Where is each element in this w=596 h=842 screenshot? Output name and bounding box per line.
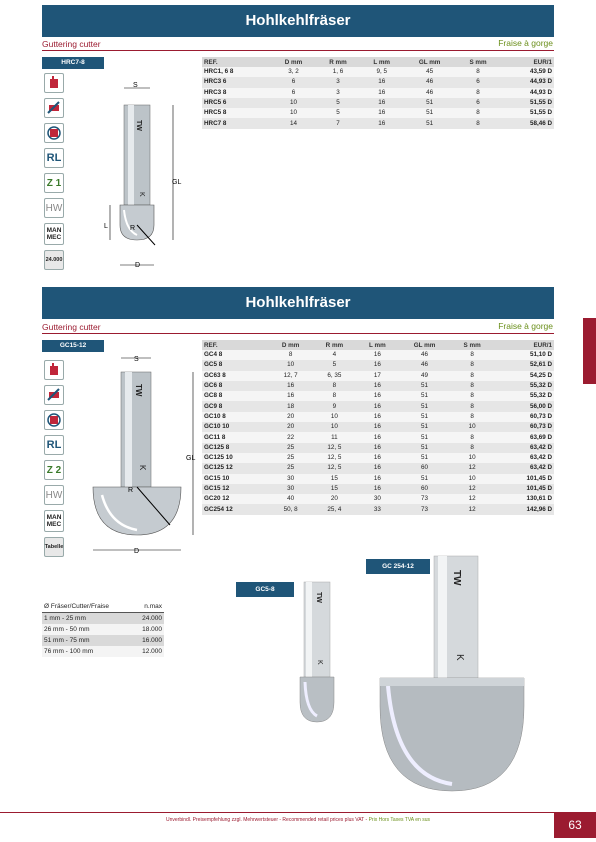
- table-cell: HRC5 8: [202, 108, 271, 118]
- table-cell: 44,93 D: [500, 88, 554, 98]
- table-cell: 30: [356, 494, 398, 504]
- column-header: n.max: [133, 601, 164, 613]
- table-cell: 1 mm - 25 mm: [42, 613, 133, 625]
- section1-subtitle-fr: Fraise à gorge: [498, 38, 553, 48]
- table-row: [202, 77, 554, 87]
- section2-dim-s: S: [134, 356, 139, 363]
- direction-icon: [44, 385, 64, 405]
- section1-dim-d: D: [135, 262, 141, 269]
- section1-subtitle-en: Guttering cutter: [42, 39, 101, 49]
- table-cell: 51: [398, 453, 450, 463]
- rpm-icon: Tabelle: [44, 537, 64, 557]
- table-cell: 15: [312, 484, 356, 494]
- table-cell: 16.000: [133, 635, 164, 646]
- table-cell: 6: [456, 98, 500, 108]
- table-cell: 54,25 D: [494, 371, 554, 381]
- z-teeth-icon: Z 2: [44, 460, 64, 480]
- section2-divider: [42, 333, 554, 334]
- table-cell: 25: [269, 453, 313, 463]
- table-row: [202, 463, 554, 473]
- table-cell: 20: [312, 494, 356, 504]
- table-cell: 18.000: [133, 624, 164, 635]
- photo-large-label: GC 254-12: [366, 559, 430, 574]
- table-cell: 8: [451, 371, 494, 381]
- rpm-icon: 24.000: [44, 250, 64, 270]
- table-cell: 10: [451, 422, 494, 432]
- table-cell: 51,10 D: [494, 350, 554, 360]
- table-cell: 12: [451, 484, 494, 494]
- table-cell: 60,73 D: [494, 422, 554, 432]
- direction-icon: [44, 98, 64, 118]
- table-cell: 44,93 D: [500, 77, 554, 87]
- table-cell: GC125 8: [202, 443, 269, 453]
- table-cell: 24.000: [133, 613, 164, 625]
- rotation-icon: [44, 410, 64, 430]
- table-cell: 8: [451, 391, 494, 401]
- section2-dim-gl: GL: [186, 455, 196, 462]
- table-cell: 51: [398, 432, 450, 442]
- table-row: [202, 381, 554, 391]
- table-row: [202, 88, 554, 98]
- table-cell: 4: [312, 350, 356, 360]
- column-header: R mm: [312, 340, 356, 350]
- table-cell: 130,61 D: [494, 494, 554, 504]
- table-cell: 6, 35: [312, 371, 356, 381]
- table-cell: 3: [316, 77, 361, 87]
- table-cell: 8: [456, 118, 500, 128]
- section1-dim-l: L: [104, 223, 108, 230]
- column-header: D mm: [269, 340, 313, 350]
- table-row: [202, 67, 554, 77]
- table-cell: 60: [398, 484, 450, 494]
- svg-text:TW: TW: [135, 120, 142, 131]
- svg-text:K: K: [138, 192, 145, 197]
- man-mec-icon: MAN MEC: [44, 510, 64, 532]
- rl-icon: RL: [44, 148, 64, 168]
- table-cell: 16: [356, 412, 398, 422]
- table-cell: 25: [269, 443, 313, 453]
- table-cell: 15: [312, 474, 356, 484]
- table-cell: GC8 8: [202, 391, 269, 401]
- table-row: [202, 412, 554, 422]
- section2-spec-table: [202, 340, 554, 515]
- table-row: [202, 401, 554, 411]
- table-cell: 51,55 D: [500, 108, 554, 118]
- table-cell: 16: [356, 453, 398, 463]
- table-cell: 12, 5: [312, 463, 356, 473]
- column-header: EUR/1: [494, 340, 554, 350]
- hw-icon: HW: [44, 198, 64, 218]
- table-cell: GC125 10: [202, 453, 269, 463]
- table-cell: 12.000: [133, 646, 164, 657]
- table-cell: HRC5 6: [202, 98, 271, 108]
- table-cell: 63,42 D: [494, 453, 554, 463]
- table-cell: 16: [356, 422, 398, 432]
- table-cell: 46: [398, 360, 450, 370]
- table-cell: 52,61 D: [494, 360, 554, 370]
- table-cell: 43,59 D: [500, 67, 554, 77]
- table-cell: 10: [269, 360, 313, 370]
- table-cell: GC15 10: [202, 474, 269, 484]
- table-cell: GC15 12: [202, 484, 269, 494]
- column-header: REF.: [202, 57, 271, 67]
- table-cell: 20: [269, 422, 313, 432]
- table-cell: 51 mm - 75 mm: [42, 635, 133, 646]
- table-cell: GC11 8: [202, 432, 269, 442]
- table-cell: 40: [269, 494, 313, 504]
- table-cell: 17: [356, 371, 398, 381]
- footer-divider: [0, 812, 554, 813]
- table-cell: 8: [456, 108, 500, 118]
- table-cell: 20: [269, 412, 313, 422]
- svg-text:K: K: [316, 660, 323, 665]
- table-cell: 49: [398, 371, 450, 381]
- table-cell: 30: [269, 484, 313, 494]
- table-cell: 6: [456, 77, 500, 87]
- table-row: [42, 635, 164, 646]
- table-cell: 6: [271, 77, 316, 87]
- section2-title: Hohlkehlfräser: [42, 287, 554, 319]
- side-thumb-tab: [583, 318, 596, 384]
- column-header: S mm: [451, 340, 494, 350]
- section1-dim-r: R: [130, 225, 136, 232]
- table-cell: 10: [312, 422, 356, 432]
- table-cell: GC10 8: [202, 412, 269, 422]
- table-cell: 5: [312, 360, 356, 370]
- table-cell: 51: [403, 98, 456, 108]
- table-cell: 8: [456, 88, 500, 98]
- table-cell: GC20 12: [202, 494, 269, 504]
- table-row: [202, 391, 554, 401]
- table-cell: 12: [451, 494, 494, 504]
- table-row: [202, 453, 554, 463]
- table-header-row: [202, 340, 554, 350]
- table-cell: 51: [403, 108, 456, 118]
- table-cell: 33: [356, 504, 398, 514]
- table-cell: 51: [398, 412, 450, 422]
- column-header: L mm: [356, 340, 398, 350]
- section1-dim-s: S: [133, 82, 138, 89]
- section2-dim-r: R: [128, 487, 134, 494]
- column-header: GL mm: [398, 340, 450, 350]
- table-cell: 8: [451, 350, 494, 360]
- table-cell: 45: [403, 67, 456, 77]
- table-cell: GC10 10: [202, 422, 269, 432]
- table-cell: 5: [316, 108, 361, 118]
- table-cell: 101,45 D: [494, 474, 554, 484]
- page-number: 63: [554, 812, 596, 838]
- table-row: [42, 624, 164, 635]
- table-cell: 51: [398, 422, 450, 432]
- table-cell: 73: [398, 504, 450, 514]
- table-header-row: [42, 601, 164, 613]
- table-cell: 30: [269, 474, 313, 484]
- table-cell: 6: [271, 88, 316, 98]
- table-cell: 25, 4: [312, 504, 356, 514]
- section1-tool-drawing: [100, 80, 195, 275]
- table-cell: GC125 12: [202, 463, 269, 473]
- table-cell: 58,46 D: [500, 118, 554, 128]
- section1-title: Hohlkehlfräser: [42, 5, 554, 37]
- column-header: D mm: [271, 57, 316, 67]
- rotation-icon: [44, 123, 64, 143]
- table-cell: 16: [360, 77, 403, 87]
- table-cell: 16: [356, 350, 398, 360]
- table-cell: 12, 7: [269, 371, 313, 381]
- table-row: [202, 350, 554, 360]
- table-cell: 16: [356, 401, 398, 411]
- table-cell: 16: [360, 118, 403, 128]
- table-cell: 10: [271, 98, 316, 108]
- table-cell: 8: [451, 432, 494, 442]
- table-cell: 16: [269, 391, 313, 401]
- table-cell: 55,32 D: [494, 391, 554, 401]
- table-cell: 50, 8: [269, 504, 313, 514]
- table-cell: 9, 5: [360, 67, 403, 77]
- table-row: [202, 360, 554, 370]
- table-cell: 46: [403, 88, 456, 98]
- table-cell: 46: [403, 77, 456, 87]
- table-cell: 55,32 D: [494, 381, 554, 391]
- z-teeth-icon: Z 1: [44, 173, 64, 193]
- table-cell: 12: [451, 463, 494, 473]
- section2-icon-column: [44, 360, 66, 562]
- table-cell: GC6 8: [202, 381, 269, 391]
- table-row: [202, 98, 554, 108]
- table-cell: 51: [398, 381, 450, 391]
- table-cell: 63,42 D: [494, 463, 554, 473]
- table-row: [202, 118, 554, 128]
- table-cell: 3: [316, 88, 361, 98]
- section1-icon-column: [44, 73, 66, 275]
- table-cell: 12, 5: [312, 453, 356, 463]
- table-row: [202, 484, 554, 494]
- table-cell: 16: [356, 391, 398, 401]
- table-cell: 16: [360, 88, 403, 98]
- table-row: [202, 494, 554, 504]
- table-cell: 22: [269, 432, 313, 442]
- table-cell: 16: [356, 463, 398, 473]
- table-cell: 16: [356, 484, 398, 494]
- table-cell: 56,00 D: [494, 401, 554, 411]
- section2-subtitle-en: Guttering cutter: [42, 322, 101, 332]
- table-cell: 101,45 D: [494, 484, 554, 494]
- table-cell: GC4 8: [202, 350, 269, 360]
- table-cell: 142,96 D: [494, 504, 554, 514]
- feed-icon: [44, 360, 64, 380]
- table-cell: 76 mm - 100 mm: [42, 646, 133, 657]
- table-cell: 7: [316, 118, 361, 128]
- table-cell: 16: [356, 474, 398, 484]
- table-cell: 14: [271, 118, 316, 128]
- table-cell: GC5 8: [202, 360, 269, 370]
- table-cell: HRC3 8: [202, 88, 271, 98]
- rl-icon: RL: [44, 435, 64, 455]
- table-cell: 51: [398, 391, 450, 401]
- table-cell: 8: [312, 391, 356, 401]
- table-cell: 16: [356, 443, 398, 453]
- feed-icon: [44, 73, 64, 93]
- table-cell: 26 mm - 50 mm: [42, 624, 133, 635]
- section2-tool-drawing: [88, 350, 203, 560]
- table-cell: 16: [356, 432, 398, 442]
- table-row: [42, 613, 164, 625]
- table-cell: 63,42 D: [494, 443, 554, 453]
- table-cell: 8: [451, 360, 494, 370]
- table-cell: GC254 12: [202, 504, 269, 514]
- column-header: L mm: [360, 57, 403, 67]
- table-cell: 18: [269, 401, 313, 411]
- svg-text:K: K: [138, 465, 147, 471]
- hw-icon: HW: [44, 485, 64, 505]
- table-row: [202, 108, 554, 118]
- table-cell: 63,69 D: [494, 432, 554, 442]
- table-cell: 16: [360, 98, 403, 108]
- table-cell: 12, 5: [312, 443, 356, 453]
- table-cell: HRC7 8: [202, 118, 271, 128]
- section2-code-label: GC15-12: [42, 340, 104, 352]
- rpm-table: [42, 601, 164, 657]
- table-cell: 16: [356, 360, 398, 370]
- table-row: [202, 371, 554, 381]
- table-cell: HRC3 6: [202, 77, 271, 87]
- table-cell: 11: [312, 432, 356, 442]
- table-row: [202, 422, 554, 432]
- table-cell: 60,73 D: [494, 412, 554, 422]
- table-row: [202, 504, 554, 514]
- photo-small-cutter: [292, 582, 342, 732]
- section1-code-label: HRC7-8: [42, 57, 104, 69]
- table-cell: 3, 2: [271, 67, 316, 77]
- table-cell: 1, 6: [316, 67, 361, 77]
- table-cell: 8: [451, 381, 494, 391]
- table-cell: 51,55 D: [500, 98, 554, 108]
- table-cell: 8: [451, 412, 494, 422]
- table-row: [202, 432, 554, 442]
- man-mec-icon: MAN MEC: [44, 223, 64, 245]
- table-cell: 46: [398, 350, 450, 360]
- svg-text:TW: TW: [451, 570, 462, 586]
- table-cell: 12: [451, 504, 494, 514]
- photo-large-cutter: [378, 556, 526, 796]
- table-header-row: [202, 57, 554, 67]
- table-cell: 25: [269, 463, 313, 473]
- table-cell: GC63 8: [202, 371, 269, 381]
- table-cell: 10: [271, 108, 316, 118]
- table-row: [202, 443, 554, 453]
- svg-text:K: K: [454, 654, 465, 661]
- table-row: [42, 646, 164, 657]
- photo-small-label: GC5-8: [236, 582, 294, 597]
- table-cell: 51: [403, 118, 456, 128]
- column-header: S mm: [456, 57, 500, 67]
- table-cell: 8: [451, 401, 494, 411]
- svg-text:TW: TW: [134, 384, 143, 397]
- table-cell: 8: [451, 443, 494, 453]
- table-cell: 60: [398, 463, 450, 473]
- table-cell: 5: [316, 98, 361, 108]
- section1-spec-table: [202, 57, 554, 129]
- column-header: Ø Fräser/Cutter/Fraise: [42, 601, 133, 613]
- section1-dim-gl: GL: [172, 179, 182, 186]
- table-cell: 51: [398, 474, 450, 484]
- table-cell: 16: [360, 108, 403, 118]
- table-cell: 10: [451, 453, 494, 463]
- table-cell: 8: [456, 67, 500, 77]
- table-cell: 9: [312, 401, 356, 411]
- table-cell: 8: [269, 350, 313, 360]
- table-cell: GC9 8: [202, 401, 269, 411]
- section2-subtitle-fr: Fraise à gorge: [498, 321, 553, 331]
- section2-dim-d: D: [134, 548, 140, 555]
- table-cell: 51: [398, 443, 450, 453]
- section1-divider: [42, 50, 554, 51]
- column-header: R mm: [316, 57, 361, 67]
- table-cell: HRC1, 6 8: [202, 67, 271, 77]
- footer-disclaimer: Unverbindl. Preisempfehlung zzgl. Mehrwertsteuer - Recommended retail prices plus VAT - Prix Hors Taxes TVA en sus: [165, 817, 430, 823]
- table-row: [202, 474, 554, 484]
- table-cell: 51: [398, 401, 450, 411]
- table-cell: 8: [312, 381, 356, 391]
- table-cell: 16: [356, 381, 398, 391]
- column-header: GL mm: [403, 57, 456, 67]
- column-header: REF.: [202, 340, 269, 350]
- column-header: EUR/1: [500, 57, 554, 67]
- table-cell: 10: [451, 474, 494, 484]
- table-cell: 16: [269, 381, 313, 391]
- table-cell: 10: [312, 412, 356, 422]
- table-cell: 73: [398, 494, 450, 504]
- svg-text:TW: TW: [315, 592, 322, 603]
